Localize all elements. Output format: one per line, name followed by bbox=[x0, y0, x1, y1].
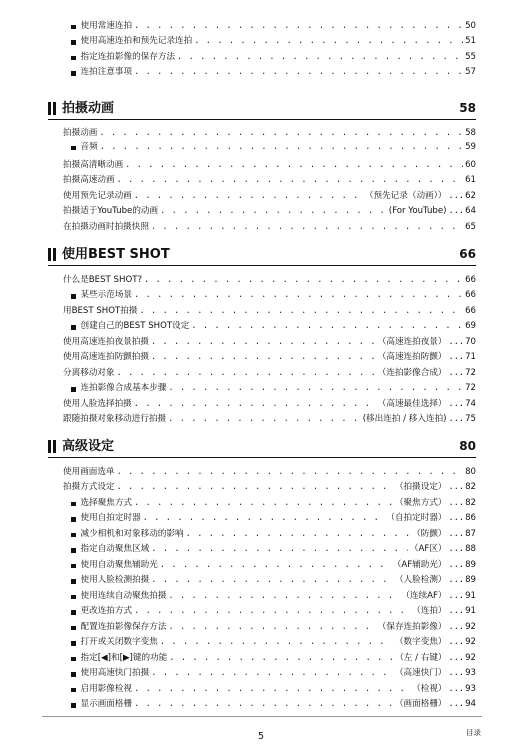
toc-block-section-1 bbox=[0, 123, 530, 233]
entry-title: 减少相机和对象移动的影响 bbox=[80, 528, 184, 539]
leader-dots: ... bbox=[448, 398, 465, 409]
entry-mode: （检视） bbox=[412, 683, 447, 694]
entry-mode: (For YouTube) bbox=[388, 206, 447, 216]
leader-dots bbox=[134, 21, 463, 32]
entry-title: 用BEST SHOT拍摄 bbox=[63, 305, 138, 316]
leader-dots bbox=[134, 684, 410, 695]
toc-entry[interactable] bbox=[0, 555, 476, 571]
entry-page: 69 bbox=[465, 321, 476, 331]
entry-mode: （连续AF） bbox=[401, 590, 447, 601]
entry-mode: （画面格栅） bbox=[394, 699, 447, 709]
entry-title: 创建自己的BEST SHOT设定 bbox=[80, 321, 190, 331]
entry-page: 55 bbox=[465, 51, 476, 62]
entry-title: 使用高速连拍夜景拍摄 bbox=[63, 336, 149, 347]
leader-dots: ... bbox=[448, 336, 465, 347]
toc-entry[interactable] bbox=[0, 317, 476, 333]
toc-entry[interactable] bbox=[0, 648, 476, 664]
leader-dots bbox=[168, 414, 361, 425]
toc-entry[interactable] bbox=[0, 332, 476, 348]
leader-dots: ... bbox=[448, 559, 465, 570]
section-bars-icon bbox=[48, 248, 57, 261]
toc-entry[interactable] bbox=[0, 32, 476, 48]
toc-entry[interactable] bbox=[0, 410, 476, 426]
entry-title: 连拍影像合成基本步骤 bbox=[80, 383, 167, 393]
section-bars-icon bbox=[48, 440, 57, 453]
entry-title: 拍摄方式设定 bbox=[63, 482, 115, 492]
section-header[interactable] bbox=[48, 245, 476, 265]
entry-title: 使用常速连拍 bbox=[80, 20, 133, 31]
section-page: 58 bbox=[459, 101, 476, 115]
leader-dots bbox=[151, 337, 376, 348]
leader-dots bbox=[168, 591, 399, 602]
toc-entry[interactable] bbox=[0, 47, 476, 63]
section-page: 66 bbox=[459, 247, 476, 261]
entry-title: 指定连拍影像的保存方法 bbox=[80, 51, 176, 62]
toc-entry[interactable] bbox=[0, 571, 476, 587]
entry-title: 拍摄高速动画 bbox=[63, 175, 115, 185]
entry-page: 75 bbox=[465, 414, 476, 424]
bullet-icon bbox=[71, 610, 76, 615]
entry-page: 51 bbox=[465, 36, 476, 46]
leader-dots bbox=[144, 275, 463, 286]
entry-title: 分离移动对象 bbox=[63, 367, 115, 378]
leader-dots bbox=[151, 222, 463, 233]
section-header[interactable] bbox=[48, 437, 476, 457]
entry-page: 87 bbox=[465, 528, 476, 539]
entry-title: 拍摄高清晰动画 bbox=[63, 159, 124, 170]
toc-block-section-2 bbox=[0, 270, 530, 425]
toc-entry[interactable] bbox=[0, 679, 476, 695]
bullet-icon bbox=[71, 71, 76, 76]
entry-page: 59 bbox=[465, 141, 476, 152]
entry-title: 配置连拍影像保存方法 bbox=[80, 621, 167, 632]
toc-entry[interactable] bbox=[0, 695, 476, 711]
section-bars-icon bbox=[48, 102, 57, 115]
entry-page: 89 bbox=[465, 575, 476, 585]
leader-dots bbox=[169, 653, 393, 664]
entry-page: 61 bbox=[465, 175, 476, 185]
leader-dots: ... bbox=[448, 190, 465, 201]
entry-title: 音频 bbox=[80, 141, 98, 152]
entry-title: 使用高速连拍和预先记录连拍 bbox=[80, 36, 193, 46]
leader-dots bbox=[151, 544, 408, 555]
leader-dots bbox=[134, 191, 363, 202]
entry-mode: （AF区） bbox=[409, 544, 447, 554]
entry-title: 使用高速快门拍摄 bbox=[80, 668, 150, 678]
leader-dots: ... bbox=[448, 528, 465, 539]
bullet-icon bbox=[71, 626, 76, 631]
bullet-icon bbox=[71, 641, 76, 646]
toc-entry[interactable] bbox=[0, 286, 476, 302]
entry-page: 91 bbox=[465, 590, 476, 601]
leader-dots bbox=[134, 399, 376, 410]
entry-page: 92 bbox=[465, 652, 476, 663]
entry-mode: （数字变焦） bbox=[394, 637, 447, 647]
entry-page: 92 bbox=[465, 637, 476, 647]
toc-entry[interactable] bbox=[0, 524, 476, 540]
footer-rule bbox=[42, 716, 482, 717]
entry-title: 使用连续自动聚焦拍摄 bbox=[80, 590, 167, 601]
leader-dots: ... bbox=[448, 414, 465, 424]
section-rule bbox=[48, 265, 476, 266]
leader-dots: ... bbox=[448, 513, 465, 523]
entry-mode: （拍摄设定） bbox=[394, 482, 447, 492]
entry-title: 跟随拍摄对象移动进行拍摄 bbox=[63, 414, 167, 424]
leader-dots: ... bbox=[448, 544, 465, 554]
bullet-icon bbox=[71, 325, 76, 330]
entry-page: 50 bbox=[465, 20, 476, 31]
entry-page: 64 bbox=[465, 206, 476, 216]
bullet-icon bbox=[71, 595, 76, 600]
bullet-icon bbox=[71, 294, 76, 299]
entry-page: 91 bbox=[465, 606, 476, 616]
section-header[interactable] bbox=[48, 99, 476, 119]
entry-page: 74 bbox=[465, 398, 476, 409]
leader-dots: ... bbox=[448, 621, 465, 632]
entry-page: 93 bbox=[465, 683, 476, 694]
leader-dots bbox=[177, 52, 463, 63]
section-title: 高级设定 bbox=[62, 439, 115, 454]
bullet-icon bbox=[71, 40, 76, 45]
leader-dots: ... bbox=[448, 637, 465, 647]
entry-mode: （高速最佳选择） bbox=[377, 398, 447, 409]
toc-entry[interactable] bbox=[0, 301, 476, 317]
entry-page: 82 bbox=[465, 497, 476, 508]
toc-entry[interactable] bbox=[0, 586, 476, 602]
toc-entry[interactable] bbox=[0, 379, 476, 395]
toc-entry[interactable] bbox=[0, 202, 476, 218]
leader-dots: ... bbox=[448, 352, 465, 362]
bullet-icon bbox=[71, 657, 76, 662]
bullet-icon bbox=[71, 564, 76, 569]
entry-title: 选择聚焦方式 bbox=[80, 497, 133, 508]
toc-entry[interactable] bbox=[0, 394, 476, 410]
bullet-icon bbox=[71, 387, 76, 392]
entry-page: 66 bbox=[465, 274, 476, 285]
toc-entry[interactable] bbox=[0, 664, 476, 680]
leader-dots bbox=[125, 160, 463, 171]
entry-mode: （AF辅助光） bbox=[392, 559, 447, 570]
bullet-icon bbox=[71, 25, 76, 30]
leader-dots bbox=[194, 36, 463, 47]
entry-title: 连拍注意事项 bbox=[80, 67, 133, 77]
leader-dots bbox=[160, 637, 393, 648]
section-rule bbox=[48, 119, 476, 120]
leader-dots bbox=[139, 306, 463, 317]
toc-entry[interactable] bbox=[0, 217, 476, 233]
entry-mode: (移出连拍 / 移入连拍) bbox=[362, 414, 447, 424]
entry-page: 82 bbox=[465, 482, 476, 492]
leader-dots bbox=[160, 206, 387, 217]
toc-entry[interactable] bbox=[0, 153, 476, 171]
entry-title: 使用自拍定时器 bbox=[80, 513, 141, 523]
entry-page: 65 bbox=[465, 221, 476, 232]
entry-mode: （聚焦方式） bbox=[394, 497, 447, 508]
leader-dots bbox=[99, 128, 463, 139]
leader-dots: ... bbox=[448, 482, 465, 492]
toc-entry[interactable] bbox=[0, 139, 476, 153]
entry-page: 88 bbox=[465, 544, 476, 554]
entry-title: 使用预先记录动画 bbox=[63, 190, 132, 201]
entry-page: 86 bbox=[465, 513, 476, 523]
leader-dots: ... bbox=[448, 606, 465, 616]
leader-dots bbox=[117, 368, 376, 379]
leader-dots bbox=[134, 67, 463, 78]
entry-page: 66 bbox=[465, 305, 476, 316]
toc-entry[interactable] bbox=[0, 16, 476, 32]
toc-entry[interactable] bbox=[0, 186, 476, 202]
entry-title: 使用人脸选择拍摄 bbox=[63, 398, 132, 409]
entry-page: 71 bbox=[465, 352, 476, 362]
bullet-icon bbox=[71, 703, 76, 708]
toc-block-top bbox=[0, 16, 530, 78]
entry-title: 什么是BEST SHOT? bbox=[63, 274, 143, 285]
leader-dots: ... bbox=[448, 590, 465, 601]
entry-title: 使用自动聚焦辅助光 bbox=[80, 559, 158, 570]
leader-dots: ... bbox=[448, 575, 465, 585]
entry-title: 打开或关闭数字变焦 bbox=[80, 637, 158, 647]
entry-title: 在拍摄动画时拍摄快照 bbox=[63, 221, 149, 232]
leader-dots bbox=[151, 668, 393, 679]
leader-dots: ... bbox=[448, 367, 465, 378]
toc-entry[interactable] bbox=[0, 478, 476, 494]
bullet-icon bbox=[71, 146, 76, 151]
entry-page: 92 bbox=[465, 621, 476, 632]
entry-title: 拍摄适于YouTube的动画 bbox=[63, 206, 159, 216]
entry-mode: （左 / 右键） bbox=[395, 652, 447, 663]
toc-entry[interactable] bbox=[0, 633, 476, 649]
leader-dots bbox=[151, 575, 393, 586]
entry-mode: （自拍定时器） bbox=[386, 513, 447, 523]
entry-page: 94 bbox=[465, 699, 476, 709]
bullet-icon bbox=[71, 517, 76, 522]
toc-entry[interactable] bbox=[0, 493, 476, 509]
toc-entry[interactable] bbox=[0, 509, 476, 525]
leader-dots bbox=[100, 142, 463, 153]
leader-dots bbox=[191, 321, 463, 332]
entry-title: 更改连拍方式 bbox=[80, 606, 133, 616]
leader-dots bbox=[134, 699, 393, 710]
toc-entry[interactable] bbox=[0, 348, 476, 364]
leader-dots bbox=[186, 529, 411, 540]
entry-title: 使用人脸检测拍摄 bbox=[80, 575, 150, 585]
leader-dots bbox=[151, 352, 376, 363]
entry-mode: （高速连拍夜景） bbox=[377, 336, 447, 347]
entry-page: 93 bbox=[465, 668, 476, 678]
leader-dots bbox=[134, 290, 463, 301]
leader-dots: ... bbox=[448, 206, 465, 216]
leader-dots bbox=[134, 606, 410, 617]
leader-dots bbox=[168, 622, 375, 633]
section-title: 使用BEST SHOT bbox=[62, 247, 170, 262]
entry-title: 启用影像检视 bbox=[80, 683, 133, 694]
leader-dots bbox=[117, 175, 463, 186]
bullet-icon bbox=[71, 533, 76, 538]
toc-entry[interactable] bbox=[0, 63, 476, 79]
leader-dots: ... bbox=[448, 652, 465, 663]
toc-entry[interactable] bbox=[0, 540, 476, 556]
entry-page: 89 bbox=[465, 559, 476, 570]
entry-title: 指定[◀]和[▶]键的功能 bbox=[80, 652, 168, 663]
entry-page: 72 bbox=[465, 383, 476, 393]
entry-title: 某些示范场景 bbox=[80, 290, 133, 300]
leader-dots bbox=[168, 383, 463, 394]
entry-page: 80 bbox=[465, 466, 476, 477]
entry-mode: （保存连拍影像） bbox=[377, 621, 447, 632]
entry-title: 拍摄动画 bbox=[63, 127, 98, 138]
bullet-icon bbox=[71, 579, 76, 584]
entry-page: 70 bbox=[465, 336, 476, 347]
footer-label[interactable]: 目录 bbox=[466, 728, 481, 737]
entry-page: 58 bbox=[465, 127, 476, 138]
entry-page: 60 bbox=[465, 159, 476, 170]
section-page: 80 bbox=[459, 439, 476, 453]
entry-page: 72 bbox=[465, 367, 476, 378]
section-title: 拍摄动画 bbox=[62, 101, 115, 116]
entry-title: 使用画面选单 bbox=[63, 466, 115, 477]
leader-dots bbox=[143, 513, 385, 524]
entry-mode: （人脸检测） bbox=[394, 575, 447, 585]
toc-entry[interactable] bbox=[0, 602, 476, 618]
footer-page-number: 5 bbox=[258, 731, 265, 742]
leader-dots: ... bbox=[448, 683, 465, 694]
entry-title: 使用高速连拍防颤拍摄 bbox=[63, 352, 149, 362]
toc-block-section-3 bbox=[0, 462, 530, 710]
entry-mode: （高速快门） bbox=[394, 668, 447, 678]
bullet-icon bbox=[71, 672, 76, 677]
leader-dots bbox=[117, 467, 463, 478]
leader-dots bbox=[134, 498, 393, 509]
leader-dots: ... bbox=[448, 699, 465, 709]
leader-dots bbox=[117, 482, 393, 493]
entry-mode: （高速连拍防颤） bbox=[377, 352, 447, 362]
bullet-icon bbox=[71, 502, 76, 507]
entry-page: 62 bbox=[465, 190, 476, 201]
bullet-icon bbox=[71, 688, 76, 693]
bullet-icon bbox=[71, 56, 76, 61]
toc-entry[interactable] bbox=[0, 462, 476, 478]
toc-entry[interactable] bbox=[0, 171, 476, 187]
entry-mode: （连拍） bbox=[412, 606, 447, 616]
bullet-icon bbox=[71, 548, 76, 553]
entry-title: 指定自动聚焦区域 bbox=[80, 544, 150, 554]
entry-mode: （预先记录（动画）） bbox=[364, 190, 447, 201]
toc-entry[interactable] bbox=[0, 617, 476, 633]
leader-dots bbox=[160, 560, 391, 571]
leader-dots: ... bbox=[448, 668, 465, 678]
toc-entry[interactable] bbox=[0, 123, 476, 139]
leader-dots: ... bbox=[448, 497, 465, 508]
section-rule bbox=[48, 457, 476, 458]
entry-title: 显示画面格栅 bbox=[80, 699, 133, 709]
entry-mode: （防颤） bbox=[412, 528, 447, 539]
toc-entry[interactable] bbox=[0, 363, 476, 379]
entry-mode: （连拍影像合成） bbox=[377, 367, 447, 378]
entry-page: 57 bbox=[465, 67, 476, 77]
entry-page: 66 bbox=[465, 290, 476, 300]
toc-entry[interactable] bbox=[0, 270, 476, 286]
